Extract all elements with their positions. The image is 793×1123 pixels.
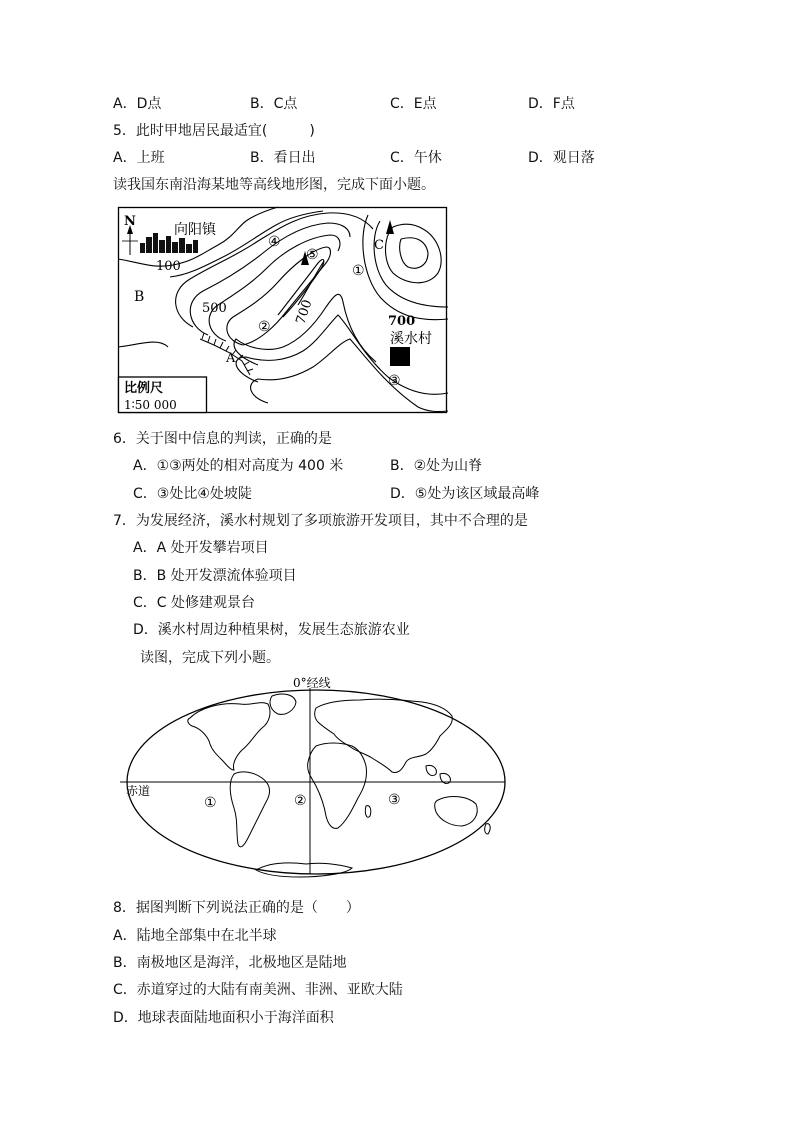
q6-option-c[interactable]: C．③处比④处坡陡 xyxy=(133,486,252,502)
q8-stem: 8．据图判断下列说法正确的是（ ） xyxy=(113,900,360,916)
world-map xyxy=(120,674,520,886)
marker-3: ③ xyxy=(388,373,401,389)
q8-option-c[interactable]: C．赤道穿过的大陆有南美洲、非洲、亚欧大陆 xyxy=(113,982,403,998)
contour-label-100: 100 xyxy=(156,259,181,274)
q5-option-d[interactable]: D．观日落 xyxy=(528,150,595,166)
q4-option-c[interactable]: C．E点 xyxy=(390,96,437,112)
contour-label-700-center: 700 xyxy=(293,297,316,327)
town-label: 向阳镇 xyxy=(174,222,216,238)
q4-option-b[interactable]: B．C点 xyxy=(250,96,298,112)
intro-world-map: 读图，完成下列小题。 xyxy=(140,650,280,666)
q5-stem: 5．此时甲地居民最适宜( ) xyxy=(113,123,315,139)
q6-option-d[interactable]: D．⑤处为该区域最高峰 xyxy=(390,486,540,502)
q5-option-a[interactable]: A．上班 xyxy=(113,150,165,166)
north-label: N xyxy=(124,214,136,229)
point-b-label: B xyxy=(134,289,145,305)
q5-option-b[interactable]: B．看日出 xyxy=(250,150,316,166)
contour-label-700-right: 700 xyxy=(388,314,416,329)
q7-stem: 7．为发展经济，溪水村规划了多项旅游开发项目，其中不合理的是 xyxy=(113,513,528,529)
q6-option-b[interactable]: B．②处为山脊 xyxy=(390,458,483,474)
q6-option-a[interactable]: A．①③两处的相对高度为 400 米 xyxy=(133,458,344,474)
scale-label: 比例尺 xyxy=(124,381,164,396)
marker-4: ④ xyxy=(268,234,281,250)
q7-option-c[interactable]: C．C 处修建观景台 xyxy=(133,595,256,611)
contour-map xyxy=(118,207,448,414)
q8-option-a[interactable]: A．陆地全部集中在北半球 xyxy=(113,928,277,944)
meridian-label: 0°经线 xyxy=(293,676,331,690)
q8-option-d[interactable]: D．地球表面陆地面积小于海洋面积 xyxy=(113,1010,334,1026)
contour-label-500: 500 xyxy=(202,301,227,316)
marker-1: ① xyxy=(352,263,365,279)
village-icon xyxy=(390,347,410,366)
q4-option-d[interactable]: D．F点 xyxy=(528,96,575,112)
intro-contour-map: 读我国东南沿海某地等高线地形图，完成下面小题。 xyxy=(113,177,435,193)
q7-option-a[interactable]: A．A 处开发攀岩项目 xyxy=(133,540,269,556)
world-marker-2: ② xyxy=(294,793,307,809)
q4-option-a[interactable]: A．D点 xyxy=(113,96,162,112)
world-marker-1: ① xyxy=(204,795,217,811)
point-c-label: C xyxy=(374,238,384,253)
scale-value: 1∶50 000 xyxy=(124,398,177,412)
marker-2: ② xyxy=(258,319,271,335)
equator-label: 赤道 xyxy=(126,784,151,798)
village-label: 溪水村 xyxy=(390,331,432,347)
q5-option-c[interactable]: C．午休 xyxy=(390,150,442,166)
q6-stem: 6．关于图中信息的判读，正确的是 xyxy=(113,431,332,447)
world-marker-3: ③ xyxy=(388,792,401,808)
q7-option-d[interactable]: D．溪水村周边种植果树，发展生态旅游农业 xyxy=(133,622,410,638)
marker-5: ⑤ xyxy=(306,247,319,263)
point-a-label: A xyxy=(226,351,236,366)
q7-option-b[interactable]: B．B 处开发漂流体验项目 xyxy=(133,568,297,584)
q8-option-b[interactable]: B．南极地区是海洋，北极地区是陆地 xyxy=(113,955,347,971)
